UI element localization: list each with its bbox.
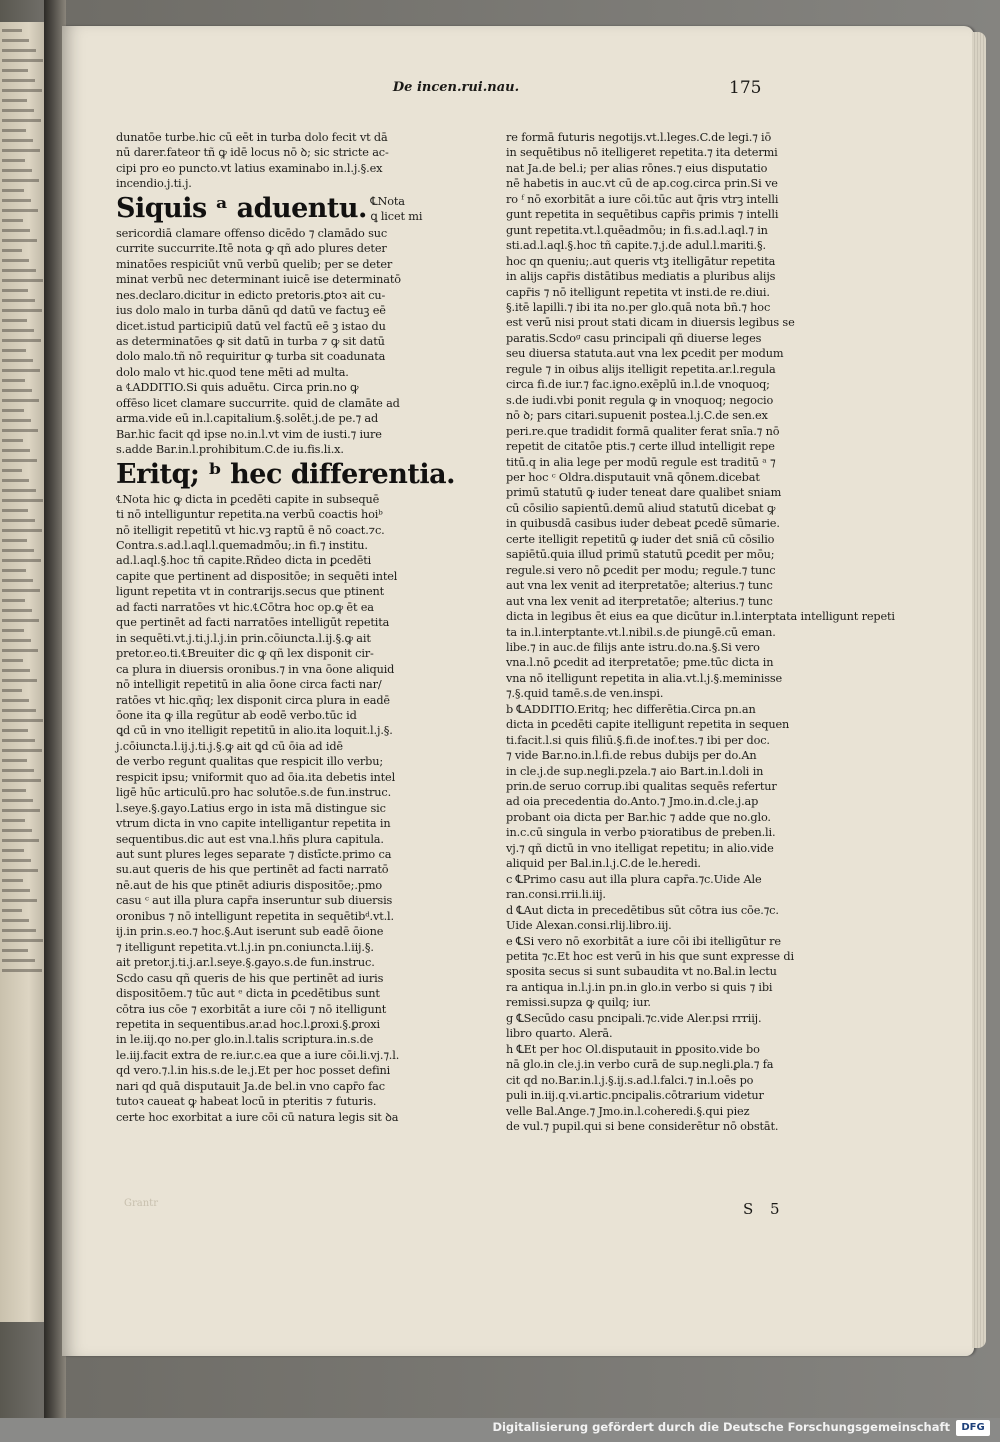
text-line: incendio.j.ti.j. [116, 177, 192, 191]
facing-page-text-stub [2, 119, 41, 122]
rubric-tail-line: ꝗ licet mi [370, 209, 423, 223]
text-line: a ℄ADDITIO.Si quis aduētu. Circa prin.no ꝙ [116, 381, 359, 395]
text-line: sapiētū.quia illud primū statutū ꝑcedit per mōu; [506, 548, 775, 562]
text-line: ran.consi.rrii.li.iij. [506, 888, 606, 902]
text-line: per hoc ᶜ Oldra.disputauit vnā qōnem.dicebat [506, 470, 760, 484]
facing-page-text-stub [2, 869, 38, 872]
text-line: s.adde Bar.in.l.prohibitum.C.de iu.fis.li.x. [116, 443, 344, 457]
facing-page-text-stub [2, 479, 29, 482]
facing-page-text-stub [2, 529, 42, 532]
facing-page-text-stub [2, 179, 39, 182]
faded-catchword: Grantr [124, 1198, 158, 1209]
text-line: peri.re.que tradidit formā qualiter ferat snīa.⁊ nō [506, 424, 780, 438]
text-line: h ℄Et per hoc Ol.disputauit in ꝑposito.vide bo [506, 1042, 760, 1056]
facing-page-text-stub [2, 659, 23, 662]
text-line: nē habetis in auc.vt cū de ap.cog.circa prin.Si ve [506, 177, 778, 191]
text-line: ratōes vt hic.qñq; lex disponit circa plura in eadē [116, 693, 390, 707]
facing-page-text-stub [2, 589, 40, 592]
text-line: respicit ipsu; vniformit quo ad ōia.ita debetis intel [116, 770, 396, 784]
text-line: remissi.supza ꝙ quilq; iur. [506, 996, 651, 1010]
text-line: aut vna lex venit ad iterpretatōe; alterius.⁊ tunc [506, 594, 773, 608]
text-line: ad.l.aql.§.hoc tñ capite.Rñdeo dicta in ꝑcedēti [116, 554, 372, 568]
dfg-logo-icon: DFG [956, 1420, 990, 1436]
text-line: in sequēti.vt.j.ti.j.l.j.in prin.cōiuncta.l.ij.§.ꝙ ait [116, 631, 371, 645]
facing-page-text-stub [2, 349, 26, 352]
facing-page-text-stub [2, 539, 27, 542]
facing-page-text-stub [2, 379, 25, 382]
facing-page-text-stub [2, 929, 36, 932]
text-line: pretor.eo.ti.℄Breuiter dic ꝙ qñ lex disponit cir- [116, 647, 374, 661]
facing-page-text-stub [2, 319, 27, 322]
text-line: casu ᶜ aut illa plura capr̄a inseruntur sub diuersis [116, 894, 393, 908]
text-line: capr̄is ⁊ nō itelligunt repetita vt insti.de re.diui. [506, 285, 770, 299]
text-line: as determinatōes ꝙ sit datū in turba ⁊ ꝙ sit datū [116, 334, 385, 348]
left-column-opening-lines [116, 130, 438, 192]
text-line: puli in.iij.q.vi.artic.pncipalis.cōtrarium videtur [506, 1089, 764, 1103]
text-line: que pertinēt ad facti narratōes intelligūt repetita [116, 616, 390, 630]
text-line: sequentibus.dic aut est vna.l.hñs plura capitula. [116, 832, 384, 846]
text-line: in cle.j.de sup.negli.pzela.⁊ aio Bart.in.l.doli in [506, 764, 764, 778]
facing-page-text-stub [2, 829, 32, 832]
text-line: vna.l.nō ꝑcedit ad iterpretatōe; pme.tūc dicta in [506, 656, 774, 670]
text-line: titū.q in alia lege per modū regule est traditū ᵃ ⁊ [506, 455, 776, 469]
left-column-closing-lines [116, 492, 438, 1126]
facing-page-text-stub [2, 159, 25, 162]
text-line: vna nō itelligunt repetita in alia.vt.l.j.§.meminisse [506, 671, 783, 685]
text-line: ti nō intelliguntur repetita.na verbū coactis hoiᵇ [116, 508, 383, 522]
text-line: ad oia precedentia do.Anto.⁊ Jmo.in.d.cle.j.ap [506, 795, 759, 809]
facing-page-text-stub [2, 509, 28, 512]
text-line: ligunt repetita vt in contrarijs.secus que ptinent [116, 585, 385, 599]
facing-page-text-stub [2, 619, 39, 622]
facing-page-text-stub [2, 69, 28, 72]
facing-page-text-stub [2, 239, 37, 242]
facing-page-text-stub [2, 339, 41, 342]
facing-page-text-stub [2, 649, 38, 652]
text-line: nō intelligit repetitū in alia ōone circa facti nar/ [116, 678, 382, 692]
rubric-tail [370, 194, 422, 224]
text-line: s.de iudi.vbi ponit regula ꝙ in vnoquoq; negocio [506, 393, 774, 407]
text-line: dicta in ꝑcedēti capite itelligunt repetita in sequen [506, 718, 790, 732]
text-line: offēso licet clamare succurrite. quid de clamāte ad [116, 396, 400, 410]
facing-page-text-stub [2, 259, 29, 262]
facing-page-text-stub [2, 49, 36, 52]
facing-page-text-stub [2, 879, 23, 882]
text-line: ligē hūc articulū.pro hac solutōe.s.de fun.instruc. [116, 786, 392, 800]
facing-page-text-stub [2, 409, 24, 412]
facing-page-text-stub [2, 129, 26, 132]
facing-page-text-stub [2, 719, 43, 722]
facing-page-text-stub [2, 429, 38, 432]
right-column-lines [506, 130, 895, 1134]
facing-page-text-stub [2, 279, 43, 282]
facing-page-text-stub [2, 449, 30, 452]
facing-page-text-stub [2, 909, 22, 912]
facing-page-text-stub [2, 839, 39, 842]
facing-page-text-stub [2, 599, 25, 602]
running-head: De incen.rui.nau. [392, 80, 520, 95]
text-line: g ℄Secūdo casu pncipali.⁊c.vide Aler.psi rrriij. [506, 1011, 762, 1025]
text-line: oronibus ⁊ nō intelligunt repetita in sequētibᵈ.vt.l. [116, 909, 394, 923]
facing-page-text-stub [2, 759, 27, 762]
facing-page-text-stub [2, 549, 34, 552]
text-line: ad facti narratōes vt hic.℄Cōtra hoc op.ꝙ ēt ea [116, 600, 374, 614]
text-line: Bar.hic facit qd ipse no.in.l.vt vim de iusti.⁊ iure [116, 427, 382, 441]
text-line: dispositōem.⁊ tūc aut ᵉ dicta in ꝑcedētibus sunt [116, 987, 380, 1001]
text-line: dunatōe turbe.hic cū eēt in turba dolo fecit vt dā [116, 131, 388, 144]
text-line: libro quarto. Alerā. [506, 1027, 613, 1041]
text-line: e ℄Si vero nō exorbitāt a iure cōi ibi itelligūtur re [506, 934, 781, 948]
text-line: in le.iij.qo no.per glo.in.l.talis scriptura.in.s.de [116, 1033, 374, 1047]
facing-page-text-stub [2, 79, 35, 82]
text-line: ta in.l.interptante.vt.l.nibil.s.de piungē.cū eman. [506, 625, 776, 639]
footer-credit-text: Digitalisierung gefördert durch die Deutsche Forschungsgemeinschaft [492, 1420, 950, 1434]
facing-page-text-stub [2, 769, 34, 772]
text-line: sposita secus si sunt subaudita vt no.Bal.in lectu [506, 965, 777, 979]
facing-page-text-stub [2, 59, 43, 62]
text-line: velle Bal.Ange.⁊ Jmo.in.l.coheredi.§.qui piez [506, 1104, 750, 1118]
text-line: ait pretor.j.ti.j.ar.l.seye.§.gayo.s.de fun.instruc. [116, 956, 375, 970]
text-line: ⁊ itelligunt repetita.vt.l.j.in pn.coniuncta.l.iij.§. [116, 940, 374, 954]
facing-page-text-stub [2, 779, 41, 782]
facing-page-text-stub [2, 419, 31, 422]
facing-page-text-stub [2, 469, 22, 472]
text-line: dolo malo.tñ nō requiritur ꝙ turba sit coadunata [116, 350, 386, 364]
facing-page-text-stub [2, 679, 37, 682]
text-line: c ℄Primo casu aut illa plura capr̄a.⁊c.Uide Ale [506, 872, 762, 886]
facing-page-text-stub [2, 359, 33, 362]
facing-page-text-stub [2, 499, 43, 502]
facing-page-text-stub [2, 309, 42, 312]
folio-number: 175 [729, 78, 762, 98]
facing-page-text-stub [2, 209, 38, 212]
text-line: nē.aut de his que ptinēt adiuris dispositōe;.pmo [116, 878, 383, 892]
text-line: probant oia dicta per Bar.hic ⁊ adde que no.glo. [506, 810, 771, 824]
facing-page-text-stub [2, 609, 32, 612]
text-line: qd vero.⁊.l.in his.s.de le.j.Et per hoc posset defini [116, 1064, 391, 1078]
text-line: currite succurrite.Itē nota ꝙ qñ ado plures deter [116, 242, 387, 256]
text-line: tutoꝛ caueat ꝙ habeat locū in pteritis ⁊ futuris. [116, 1095, 377, 1109]
text-line: regule ⁊ in oibus alijs itelligit repetita.ar.l.regula [506, 362, 776, 376]
text-line: d ℄Aut dicta in precedētibus sūt cōtra ius cōe.⁊c. [506, 903, 779, 917]
facing-page-text-stub [2, 489, 36, 492]
facing-page-text-stub [2, 369, 40, 372]
text-line: ꝗd cū in vno itelligit repetitū in alio.ita loquit.l.j.§. [116, 724, 393, 738]
facing-page-text-stub [2, 139, 33, 142]
facing-page-text-stub [2, 399, 39, 402]
text-line: vj.⁊ qñ dictū in vno itelligat repetitu; in alio.vide [506, 841, 774, 855]
signature-mark: S 5 [743, 1200, 786, 1218]
text-line: ti.facit.l.si quis filiū.§.fi.de inof.tes.⁊ ibi per doc. [506, 733, 770, 747]
text-line: nū darer.fateor tñ ꝙ idē locus nō ꝺ; sic stricte ac- [116, 146, 389, 160]
facing-page-text-stub [2, 459, 37, 462]
facing-page-text-stub [2, 699, 29, 702]
text-line: cōtra ius cōe ⁊ exorbitāt a iure cōi ⁊ nō itelligunt [116, 1002, 387, 1016]
text-line: ius dolo malo in turba dānū qd datū ve factuꝫ eē [116, 304, 386, 318]
facing-page-text-stub [2, 559, 41, 562]
text-line: hoc qn queniu;.aut queris vtꝫ itelligātur repetita [506, 254, 776, 268]
facing-page-text-stub [2, 959, 35, 962]
facing-page-text-stub [2, 199, 31, 202]
text-line: nō itelligit repetitū vt hic.vꝫ raptū ē nō coact.⁊c. [116, 523, 385, 537]
text-line: j.cōiuncta.l.ij.j.ti.j.§.ꝙ ait ꝗd cū ōia ad idē [116, 739, 343, 753]
text-line: ij.in prin.s.eo.⁊ hoc.§.Aut iserunt sub eadē ōione [116, 925, 384, 939]
facing-page-text-stub [2, 579, 33, 582]
text-line: gunt repetita in sequētibus capr̄is primis ⁊ intelli [506, 208, 779, 222]
text-line: certe itelligit repetitū ꝙ iuder det sniā cū cōsilio [506, 532, 775, 546]
text-line: dolo malo vt hic.quod tene mēti ad multa. [116, 365, 349, 379]
text-line: su.aut queris de his que pertinēt ad facti narratō [116, 863, 389, 877]
facing-page-text-stub [2, 629, 24, 632]
text-line: vtrum dicta in vno capite intelligantur repetita in [116, 817, 391, 831]
text-line: nā glo.in cle.j.in verbo curā de sup.negli.ꝑla.⁊ fa [506, 1058, 774, 1072]
text-line: in.c.cū singula in verbo pꝛioratibus de preben.li. [506, 826, 776, 840]
rubric-eritq-line [116, 458, 455, 492]
facing-page-text-stub [2, 169, 32, 172]
text-line: de verbo regunt qualitas que respicit illo verbu; [116, 755, 383, 769]
facing-page-text-stub [2, 849, 24, 852]
facing-page-text-stub [2, 99, 27, 102]
text-line: gunt repetita.vt.l.quēadmōu; in fi.s.ad.l.aql.⁊ in [506, 223, 768, 237]
text-line: ⁊ vide Bar.no.in.l.fi.de rebus dubijs per do.An [506, 749, 757, 763]
facing-page-text-stub [2, 189, 24, 192]
text-line: est verū nisi prout stati dicam in diuersis legibus se [506, 316, 795, 330]
text-line: nes.declaro.dicitur in edicto pretoris.ꝑtoꝛ ait cu- [116, 288, 386, 302]
facing-page-text-stub [2, 729, 28, 732]
text-line: minat verbū nec determinant iuicē ise determinatō [116, 273, 401, 287]
left-text-column [116, 130, 455, 1125]
text-line: le.iij.facit extra de re.iur.c.ea que a iure cōi.li.vj.⁊.l. [116, 1048, 400, 1062]
rubric-siquis-line [116, 192, 438, 226]
facing-page-text-stub [2, 859, 31, 862]
facing-page-text-stub [2, 709, 36, 712]
rubric-heading: Eritq; ᵇ hec differentia. [116, 458, 455, 490]
text-line: primū statutū ꝙ iuder teneat dare qualibet sniam [506, 486, 782, 500]
text-line: Uide Alexan.consi.rlij.libro.iij. [506, 919, 672, 933]
facing-page-text-stub [2, 149, 40, 152]
page-stack-edge [972, 32, 986, 1348]
facing-page-text-stub [2, 799, 33, 802]
facing-page-text-stub [2, 969, 42, 972]
text-line: nō ꝺ; pars citari.supuenit postea.l.j.C.de sen.ex [506, 409, 768, 423]
facing-page-text-stub [2, 739, 35, 742]
facing-page-text-stub [2, 949, 28, 952]
text-line: Contra.s.ad.l.aql.l.quemadmōu;.in fi.⁊ institu. [116, 538, 368, 552]
text-line: in quibusdā casibus iuder debeat ꝑcedē sūmarie. [506, 517, 780, 531]
rubric-tail-line: ℄Nota [370, 194, 405, 208]
text-line: Scdo casu qñ queris de his que pertinēt ad iuris [116, 971, 384, 985]
text-line: ra antiqua in.l.j.in pn.in glo.in verbo si quis ⁊ ibi [506, 980, 773, 994]
text-line: dicet.istud participiū datū vel factū eē ꝫ istao du [116, 319, 386, 333]
facing-page-text-stub [2, 749, 42, 752]
text-line: sericordiā clamare offenso dicēdo ⁊ clamādo suc [116, 226, 388, 240]
text-line: regule.si vero nō ꝑcedit per modu; regule.⁊ tunc [506, 563, 776, 577]
facing-page-text-stub [2, 899, 37, 902]
text-line: ℄Nota hic ꝙ dicta in ꝑcedēti capite in subsequē [116, 492, 380, 506]
text-line: circa fi.de iur.⁊ fac.igno.exēplū in.l.de vnoquoq; [506, 378, 770, 392]
facing-page-text-stub [2, 249, 22, 252]
facing-page-text-stub [2, 329, 34, 332]
facing-page-text-stub [2, 669, 30, 672]
text-line: ⁊.§.quid tamē.s.de ven.inspi. [506, 687, 664, 701]
rubric-heading: Siquis ᵃ aduentu. [116, 192, 367, 224]
text-line: ōone ita ꝙ illa regūtur ab eodē verbo.tūc id [116, 708, 357, 722]
right-text-column [506, 130, 895, 1134]
facing-page-text-stub [2, 219, 23, 222]
text-line: ca plura in diuersis oronibus.⁊ in vna ōone aliquid [116, 662, 395, 676]
facing-page-text-stub [2, 389, 32, 392]
facing-page-text-stub [2, 689, 22, 692]
text-line: l.seye.§.gayo.Latius ergo in ista mā distingue sic [116, 801, 386, 815]
text-line: arma.vide eū in.l.capitalium.§.solēt.j.de pe.⁊ ad [116, 412, 379, 426]
text-line: nat Ja.de bel.i; per alias rōnes.⁊ eius disputatio [506, 161, 768, 175]
facing-page-text-stub [2, 819, 25, 822]
facing-page-text-stub [2, 939, 43, 942]
text-line: petita ⁊c.Et hoc est verū in his que sunt expresse di [506, 950, 794, 964]
text-line: in sequētibus nō itelligeret repetita.⁊ ita determi [506, 146, 778, 160]
facing-page-text-stub [2, 519, 35, 522]
facing-page-text-stub [2, 29, 22, 32]
facing-page-text-stub [2, 269, 36, 272]
text-line: cit qd no.Bar.in.l.j.§.ij.s.ad.l.falci.⁊ in.l.oēs po [506, 1073, 754, 1087]
facing-page-text-stub [2, 39, 29, 42]
text-line: de vul.⁊ pupil.qui si bene considerētur nō obstāt. [506, 1120, 779, 1133]
text-line: minatōes respiciūt vnū verbū quelib; per se deter [116, 257, 393, 271]
text-line: re formā futuris negotijs.vt.l.leges.C.de legi.⁊ iō [506, 131, 772, 144]
facing-page-text-stub [2, 439, 23, 442]
facing-page-text-stub [2, 919, 29, 922]
text-line: prin.de seruo corrup.ibi qualitas sequēs refertur [506, 780, 777, 794]
facing-page-text-stub [2, 809, 40, 812]
text-line: in alijs capr̄is distātibus mediatis a pluribus alijs [506, 270, 776, 284]
text-line: cipi pro eo puncto.vt latius examinabo in.l.j.§.ex [116, 161, 383, 175]
facing-page-text-stub [2, 89, 42, 92]
text-line: aut vna lex venit ad iterpretatōe; alterius.⁊ tunc [506, 579, 773, 593]
text-line: §.itē lapilli.⁊ ibi ita no.per glo.quā nota bñ.⁊ hoc [506, 300, 771, 314]
text-line: aut sunt plures leges separate ⁊ distīcte.primo ca [116, 848, 392, 862]
facing-page-text-stub [2, 889, 30, 892]
facing-page-text-stub [2, 569, 26, 572]
text-line: sti.ad.l.aql.§.hoc tñ capite.⁊.j.de adul.l.mariti.§. [506, 239, 766, 253]
text-line: certe hoc exorbitat a iure cōi cū natura legis sit ꝺa [116, 1110, 399, 1124]
text-line: cū cōsilio sapientū.demū aliud statutū dicebat ꝙ [506, 501, 776, 515]
facing-page-text-stub [2, 109, 34, 112]
text-line: ro ᶠ nō exorbitāt a iure cōi.tūc aut q̄ris vtrꝫ intelli [506, 192, 779, 206]
facing-page-text-stub [2, 229, 30, 232]
text-line: aliquid per Bal.in.l.j.C.de le.heredi. [506, 857, 701, 871]
text-line: libe.⁊ in auc.de filijs ante istru.do.na.§.Si vero [506, 640, 760, 654]
text-line: repetita in sequentibus.ar.ad hoc.l.ꝑroxi.§.ꝑroxi [116, 1018, 380, 1032]
text-line: nari qd quā disputauit Ja.de bel.in vno capr̄o fac [116, 1079, 385, 1093]
facing-page-text-stub [2, 789, 26, 792]
text-line: capite que pertinent ad dispositōe; in sequēti intel [116, 569, 398, 583]
text-line: b ℄ADDITIO.Eritq; hec differētia.Circa pn.an [506, 702, 756, 716]
text-line: seu diuersa statuta.aut vna lex ꝑcedit per modum [506, 347, 784, 361]
facing-page-text-stub [2, 639, 31, 642]
facing-page-text-stub [2, 299, 35, 302]
text-line: dicta in legibus ēt eius ea que dicūtur in.l.interptata intelligunt repeti [506, 610, 895, 624]
facing-page-text-stub [2, 289, 28, 292]
left-column-middle-lines [116, 226, 438, 458]
text-line: paratis.Scdoᵍ casu principali qñ diuerse leges [506, 331, 762, 345]
text-line: repetit de citatōe ptis.⁊ certe illud intelligit repe [506, 440, 775, 454]
facing-page-edge [0, 22, 48, 1322]
